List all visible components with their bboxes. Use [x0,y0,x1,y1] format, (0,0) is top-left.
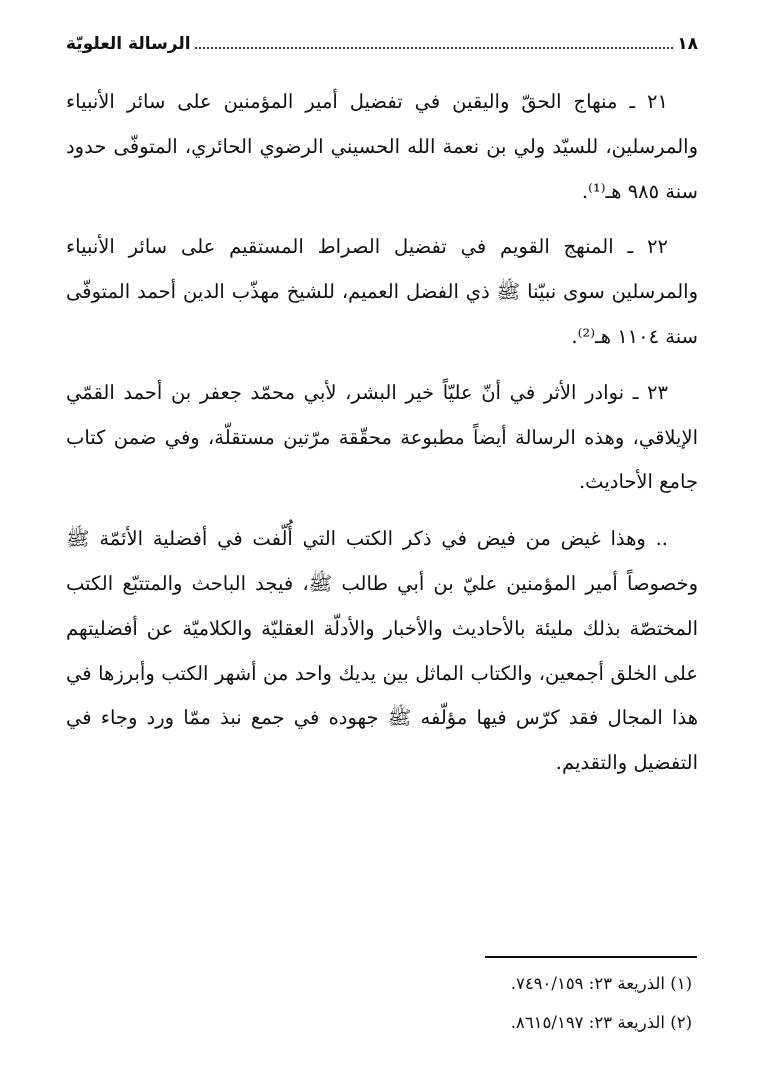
footnotes [66,964,698,1042]
closing-paragraph: .. وهذا غيض من فيض في ذكر الكتب التي أُلّفت في أفضلية الأئمّة ﷺ وخصوصاً أمير المؤمنين عليّ بن أبي طالب ﷺ، فيجد الباحث والمتتبّع الكتب المختصّة بذلك مليئة بالأحاديث والأخبار والأدلّة العقليّة والكلاميّة عن أفضليتهم على الخلق أجمعين، والكتاب الماثل بين يديك واحد من أشهر الكتب وأبرزها في هذا المجال فقد كرّس فيها مؤلّفه ﷺ جهوده في جمع نبذ ممّا ورد وجاء في التفضيل والتقديم. [66,527,698,775]
footnote-2: (٢) الذريعة ٢٣: ٨٦١٥/١٩٧. [510,1013,692,1032]
main-text [66,80,698,797]
entry-22-paragraph: ٢٢ ـ المنهج القويم في تفضيل الصراط المستقيم على سائر الأنبياء والمرسلين سوى نبيّنا ﷺ ذي الفضل العميم، للشيخ مهذّب الدين أحمد المتوفّى سنة ١١٠٤ هـ⁽²⁾. [66,235,698,348]
header-dot-leader [195,46,674,49]
entry-23-paragraph: ٢٣ ـ نوادر الأثر في أنّ عليّاً خير البشر، لأبي محمّد جعفر بن أحمد القمّي الإيلاقي، وهذه الرسالة أيضاً مطبوعة محقّقة مرّتين مستقلّة، وفي ضمن كتاب جامع الأحاديث. [66,380,698,494]
page-number: ١٨ [677,34,698,54]
footnote-separator [485,956,697,958]
running-header [66,28,698,54]
footnote-1: (١) الذريعة ٢٣: ٧٤٩٠/١٥٩. [510,974,692,993]
running-title: الرسالة العلويّة [66,34,191,54]
entry-21-paragraph: ٢١ ـ منهاج الحقّ واليقين في تفضيل أمير المؤمنين على سائر الأنبياء والمرسلين، للسيّد ولي بن نعمة الله الحسيني الرضوي الحائري، المتوفّى حدود سنة ٩٨٥ هـ⁽¹⁾. [66,90,698,203]
